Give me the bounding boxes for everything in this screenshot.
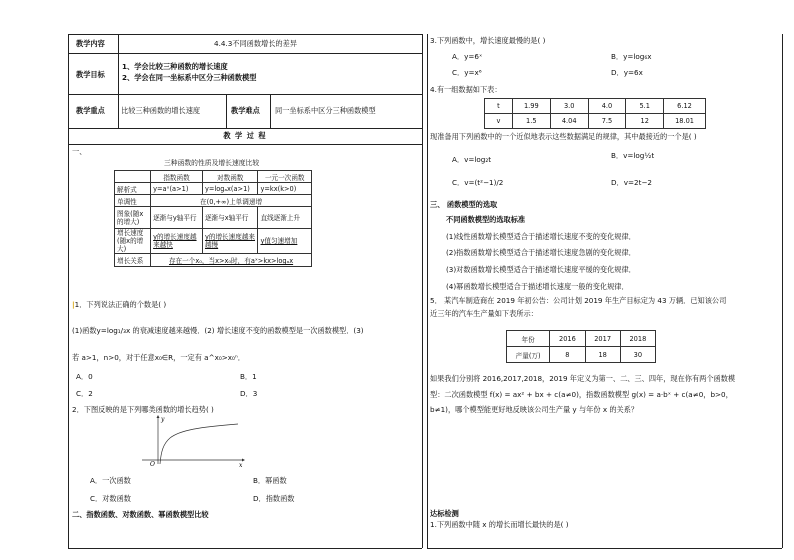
production-cell: 8	[550, 347, 585, 363]
q2-option-a: A．一次函数	[90, 476, 131, 485]
q1-stem: |1．下列说法正确的个数是( )	[72, 300, 167, 309]
q2-option-b: B．幂函数	[253, 476, 287, 485]
goal-2: 2、学会在同一坐标系中区分三种函数模型	[122, 73, 257, 82]
property-cell: 在(0,+∞)上单调递增	[151, 195, 312, 207]
frame-line-1	[68, 53, 422, 54]
data-cell: v	[485, 114, 513, 129]
property-cell: 增长关系	[115, 254, 151, 267]
data-cell: 4.04	[550, 114, 588, 129]
production-cell: 年份	[507, 331, 550, 347]
property-head-3: 一元一次函数	[258, 171, 312, 183]
graph-x-label: x	[239, 462, 243, 468]
q3-stem: 3.下列函数中，增长速度最慢的是( )	[430, 36, 546, 45]
property-cell: y的增长速度越来越慢	[202, 229, 258, 254]
standard-item-3: (3)对数函数增长模型适合于描述增长速度平缓的变化规律．	[446, 265, 636, 274]
production-cell: 2018	[620, 331, 655, 347]
frame-line-4	[68, 144, 422, 145]
graph-origin-label: O	[150, 461, 155, 468]
property-cell: 单调性	[115, 195, 151, 207]
section-2-heading: 二、指数函数、对数函数、幂函数模型比较	[72, 510, 209, 519]
q5-line-2: 近三年的汽车生产量如下表所示：	[430, 309, 538, 318]
q2-stem: 2．下图反映的是下列哪类函数的增长趋势( )	[72, 405, 214, 414]
property-head-2: 对数函数	[202, 171, 258, 183]
q5-text-1: 如果我们分别将 2016,2017,2018，2019 年定义为第一、二、三、四年，现在你有两个函数模	[430, 374, 736, 383]
diff-value: 同一坐标系中区分三种函数模型	[275, 106, 376, 115]
goal-1: 1、学会比较三种函数的增长速度	[122, 62, 228, 71]
q4-option-c: C．v=(t²−1)/2	[452, 178, 504, 187]
production-cell: 30	[620, 347, 655, 363]
data-cell: t	[485, 99, 513, 114]
growth-graph	[140, 414, 246, 468]
property-cell: 直线逐渐上升	[258, 207, 312, 229]
q2-option-c: C．对数函数	[90, 494, 131, 503]
q5-text-2: 型：二次函数模型 f(x) = ax² + bx + c(a≠0)，指数函数模型 g(x) = a·bˣ + c(a≠0，b>0，	[430, 390, 733, 399]
production-table	[506, 330, 656, 363]
frame-line-2	[68, 94, 422, 95]
check-question-1: 1.下列函数中随 x 的增长而增长最快的是( )	[430, 520, 569, 529]
frame-bottom	[68, 548, 422, 549]
property-cell: 图象(随x的增大)	[115, 207, 151, 229]
production-cell: 产量(万)	[507, 347, 550, 363]
q4-text: 现准备用下列函数中的一个近似地表示这些数据满足的规律，其中最接近的一个是( )	[430, 132, 697, 141]
section-3-heading: 三、 函数模型的选取	[430, 200, 498, 209]
frame-divider-b	[270, 94, 271, 128]
property-table	[114, 170, 312, 267]
q1-option-c: C．2	[76, 389, 93, 398]
standard-item-1: (1)线性函数增长模型适合于描述增长速度不变的变化规律．	[446, 232, 636, 241]
production-cell: 2017	[585, 331, 620, 347]
property-cell: y值匀速增加	[258, 229, 312, 254]
q1-line-1: (1)函数y=log₁/₃x 的衰减速度越来越慢．(2) 增长速度不变的函数模型是一次函数模型．(3)	[72, 326, 364, 335]
property-cell: 逐渐与y轴平行	[151, 207, 203, 229]
q5-line-1: 5． 某汽车制造商在 2019 年初公告：公司计划 2019 年生产目标定为 43 万辆．已知该公司	[430, 296, 727, 305]
frame-label-divider	[118, 34, 119, 128]
graph-y-label: y	[161, 416, 165, 423]
key-value: 比较三种函数的增长速度	[121, 106, 201, 115]
data-cell: 1.99	[512, 99, 550, 114]
q3-option-a: A．y=6ˣ	[452, 52, 483, 61]
data-cell: 1.5	[512, 114, 550, 129]
property-cell: 逐渐与x轴平行	[202, 207, 258, 229]
data-cell: 4.0	[588, 99, 626, 114]
data-cell: 18.01	[664, 114, 706, 129]
graph-y-arrow	[157, 415, 160, 418]
q1-option-a: A．0	[76, 372, 93, 381]
right-frame-right	[782, 34, 783, 548]
standard-item-2: (2)指数函数增长模型适合于描述增长速度急剧的变化规律．	[446, 248, 636, 257]
property-cell: y的增长速度越来越快	[151, 229, 203, 254]
q4-option-b: B．v=log½t	[611, 151, 655, 160]
key-label: 教学重点	[76, 106, 105, 115]
right-frame-bottom	[427, 548, 782, 549]
data-cell: 6.12	[664, 99, 706, 114]
frame-right	[422, 34, 423, 548]
graph-curve	[160, 424, 238, 464]
property-cell: y=logₐx(a>1)	[202, 183, 258, 195]
graph-x-arrow	[242, 459, 245, 462]
property-cell: y=aˣ(a>1)	[151, 183, 203, 195]
process-title: 教 学 过 程	[223, 131, 267, 140]
q4-stem: 4.有一组数据如下表：	[430, 85, 502, 94]
q1-line-2: 若 a>1，n>0，对于任意x₀∈R，一定有 a^x₀>x₀ⁿ．	[72, 353, 245, 362]
q4-option-d: D．v=2t−2	[611, 178, 652, 187]
production-cell: 18	[585, 347, 620, 363]
data-cell: 12	[626, 114, 664, 129]
property-table-title: 三种函数的性质及增长速度比较	[164, 159, 260, 167]
q1-text: 1．下列说法正确的个数是( )	[74, 300, 167, 309]
frame-top	[68, 34, 422, 35]
property-cell: 存在一个x₀，当x>x₀时，有aˣ>kx>logₐx	[151, 254, 312, 267]
diff-label: 教学难点	[231, 106, 260, 115]
q3-option-b: B．y=log₆x	[611, 52, 652, 61]
data-cell: 5.1	[626, 99, 664, 114]
q5-text-3: b≠1)，哪个模型能更好地反映该公司生产量 y 与年份 x 的关系？	[430, 405, 639, 414]
goal-label: 教学目标	[76, 70, 105, 79]
property-cell: 增长速度(随x的增大)	[115, 229, 151, 254]
q3-option-d: D．y=6x	[611, 68, 643, 77]
q3-option-c: C．y=x⁶	[452, 68, 482, 77]
q1-option-b: B．1	[240, 372, 257, 381]
property-head-0	[115, 171, 151, 183]
content-label: 教学内容	[76, 39, 105, 48]
standard-item-4: (4)幂函数增长模型适合于描述增长速度一般的变化规律．	[446, 282, 629, 291]
property-cell: y=kx(k>0)	[258, 183, 312, 195]
selection-standard-title: 不同函数模型的选取标准	[446, 215, 526, 224]
section-1-heading: 一、	[72, 147, 87, 156]
property-cell: 解析式	[115, 183, 151, 195]
data-table	[484, 98, 706, 129]
data-cell: 7.5	[588, 114, 626, 129]
q1-option-d: D．3	[240, 389, 258, 398]
production-cell: 2016	[550, 331, 585, 347]
content-value: 4.4.3不同函数增长的差异	[214, 39, 297, 48]
data-cell: 3.0	[550, 99, 588, 114]
property-head-1: 指数函数	[151, 171, 203, 183]
frame-left	[68, 34, 69, 548]
q4-option-a: A．v=log₂t	[452, 155, 492, 164]
right-frame-left	[427, 34, 428, 548]
frame-divider-a	[226, 94, 227, 128]
check-title: 达标检测	[430, 509, 459, 518]
q2-option-d: D．指数函数	[253, 494, 295, 503]
frame-line-3	[68, 128, 422, 129]
